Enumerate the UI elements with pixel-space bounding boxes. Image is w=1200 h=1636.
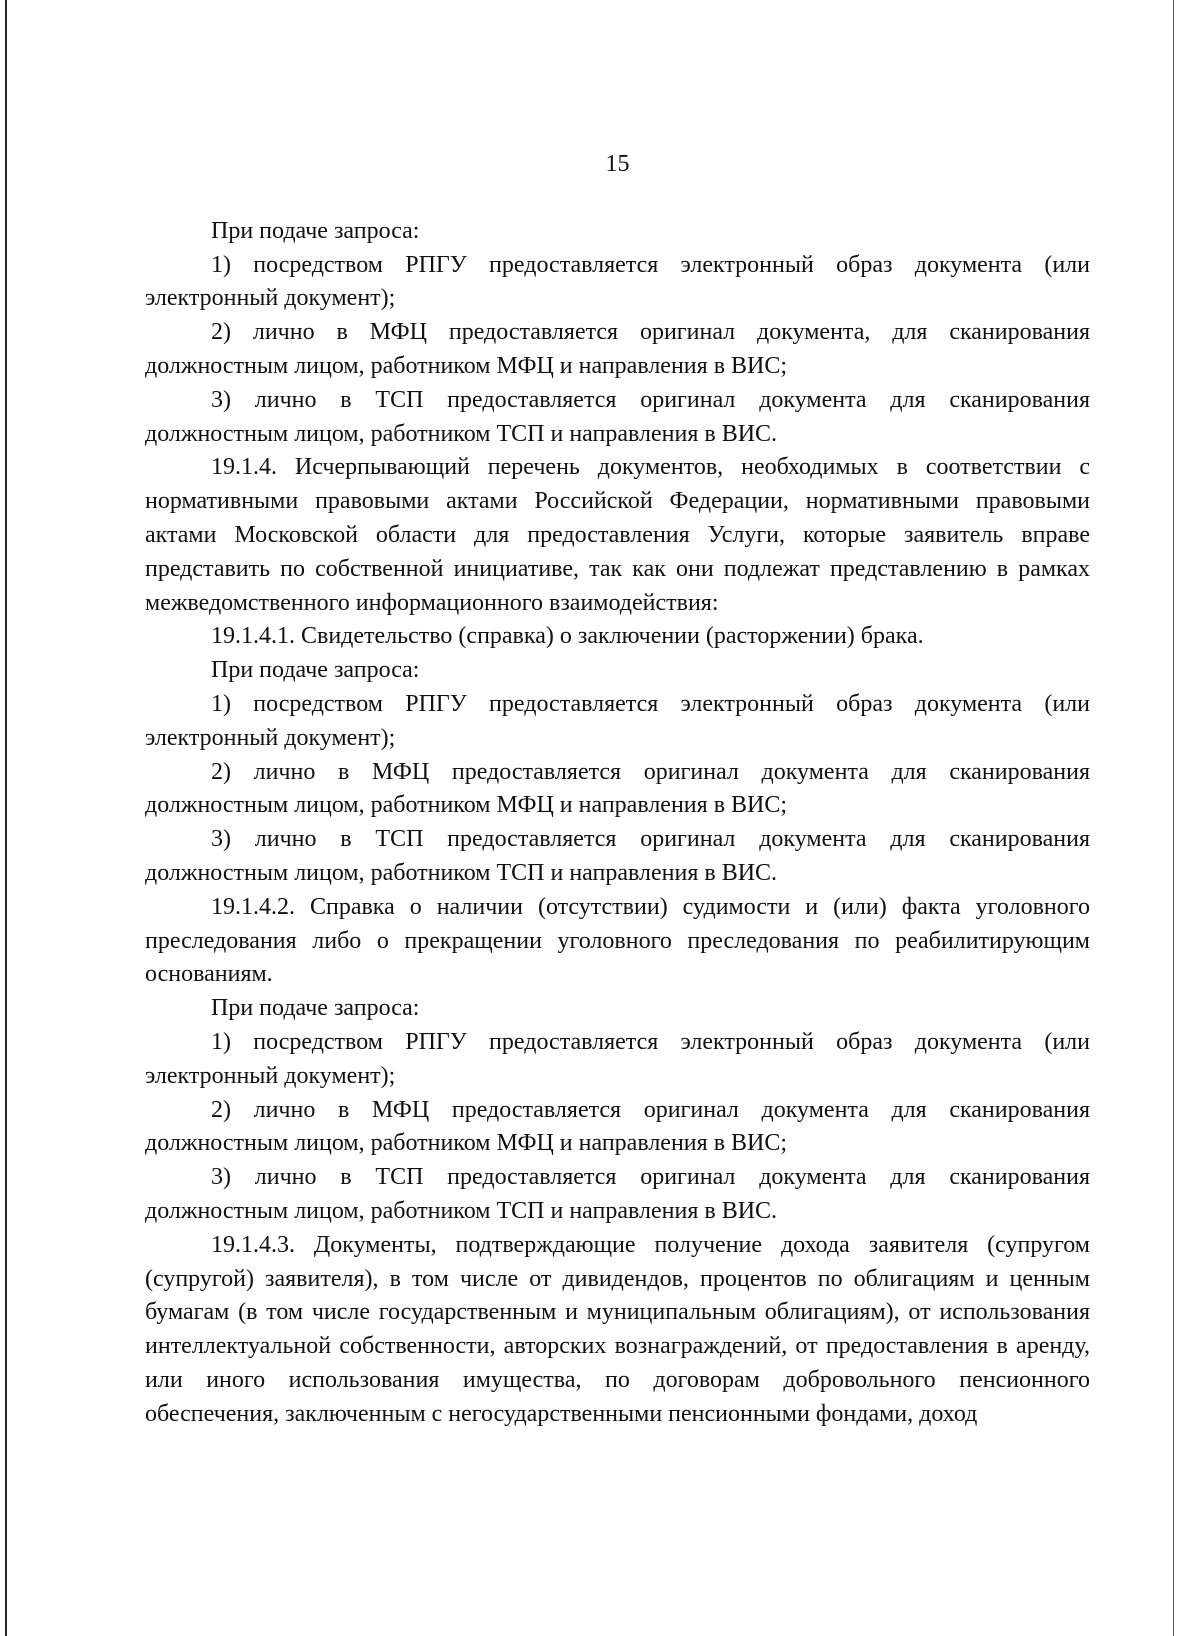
- paragraph: 19.1.4. Исчерпывающий перечень документов, необходимых в соответствии с нормативными правовыми актами Российской Федерации, нормативными правовыми актами Московской области для предоставления Услуги, которые заявитель вправе представить по собственной инициативе, так как они подлежат представлению в рамках межведомственного информационного взаимодействия:: [145, 454, 1090, 616]
- page-number: 15: [605, 151, 630, 177]
- paragraph: 3) лично в ТСП предоставляется оригинал документа для сканирования должностным лицом, работником ТСП и направления в ВИС.: [145, 1164, 1090, 1224]
- paragraph: При подаче запроса:: [211, 995, 420, 1022]
- paragraph: 3) лично в ТСП предоставляется оригинал документа для сканирования должностным лицом, работником ТСП и направления в ВИС.: [145, 826, 1090, 886]
- paragraph: 19.1.4.1. Свидетельство (справка) о заключении (расторжении) брака.: [211, 623, 924, 650]
- paragraph: 2) лично в МФЦ предоставляется оригинал документа, для сканирования должностным лицом, работником МФЦ и направления в ВИС;: [145, 319, 1090, 379]
- paragraph: 2) лично в МФЦ предоставляется оригинал документа для сканирования должностным лицом, работником МФЦ и направления в ВИС;: [145, 1096, 1090, 1157]
- paragraph: 19.1.4.3. Документы, подтверждающие получение дохода заявителя (супругом (супругой) заявителя), в том числе от дивидендов, процентов по облигациям и ценным бумагам (в том числе государственным и муниципальным облигациям), от использования интеллектуальной собственности, авторских вознаграждений, от предоставления в аренду, или иного использования имущества, по договорам добровольного пенсионного обеспечения, заключенным с негосударственными пенсионными фондами, доход: [145, 1231, 1090, 1427]
- paragraph: При подаче запроса:: [211, 217, 420, 244]
- paragraph: 2) лично в МФЦ предоставляется оригинал документа для сканирования должностным лицом, работником МФЦ и направления в ВИС;: [145, 758, 1090, 819]
- scan-edge-right: [1173, 0, 1174, 1636]
- scan-edge-left: [5, 0, 7, 1636]
- paragraph: 3) лично в ТСП предоставляется оригинал документа для сканирования должностным лицом, работником ТСП и направления в ВИС.: [145, 386, 1090, 447]
- paragraph: 1) посредством РПГУ предоставляется электронный образ документа (или электронный документ);: [145, 690, 1090, 751]
- document-page: [145, 148, 1090, 1431]
- paragraph: 1) посредством РПГУ предоставляется электронный образ документа (или электронный документ);: [145, 251, 1090, 312]
- paragraph: При подаче запроса:: [211, 657, 420, 684]
- paragraph: 19.1.4.2. Справка о наличии (отсутствии) судимости и (или) факта уголовного преследования либо о прекращении уголовного преследования по реабилитирующим основаниям.: [145, 893, 1090, 988]
- document-body: [145, 215, 1090, 1432]
- paragraph: 1) посредством РПГУ предоставляется электронный образ документа (или электронный документ);: [145, 1028, 1090, 1089]
